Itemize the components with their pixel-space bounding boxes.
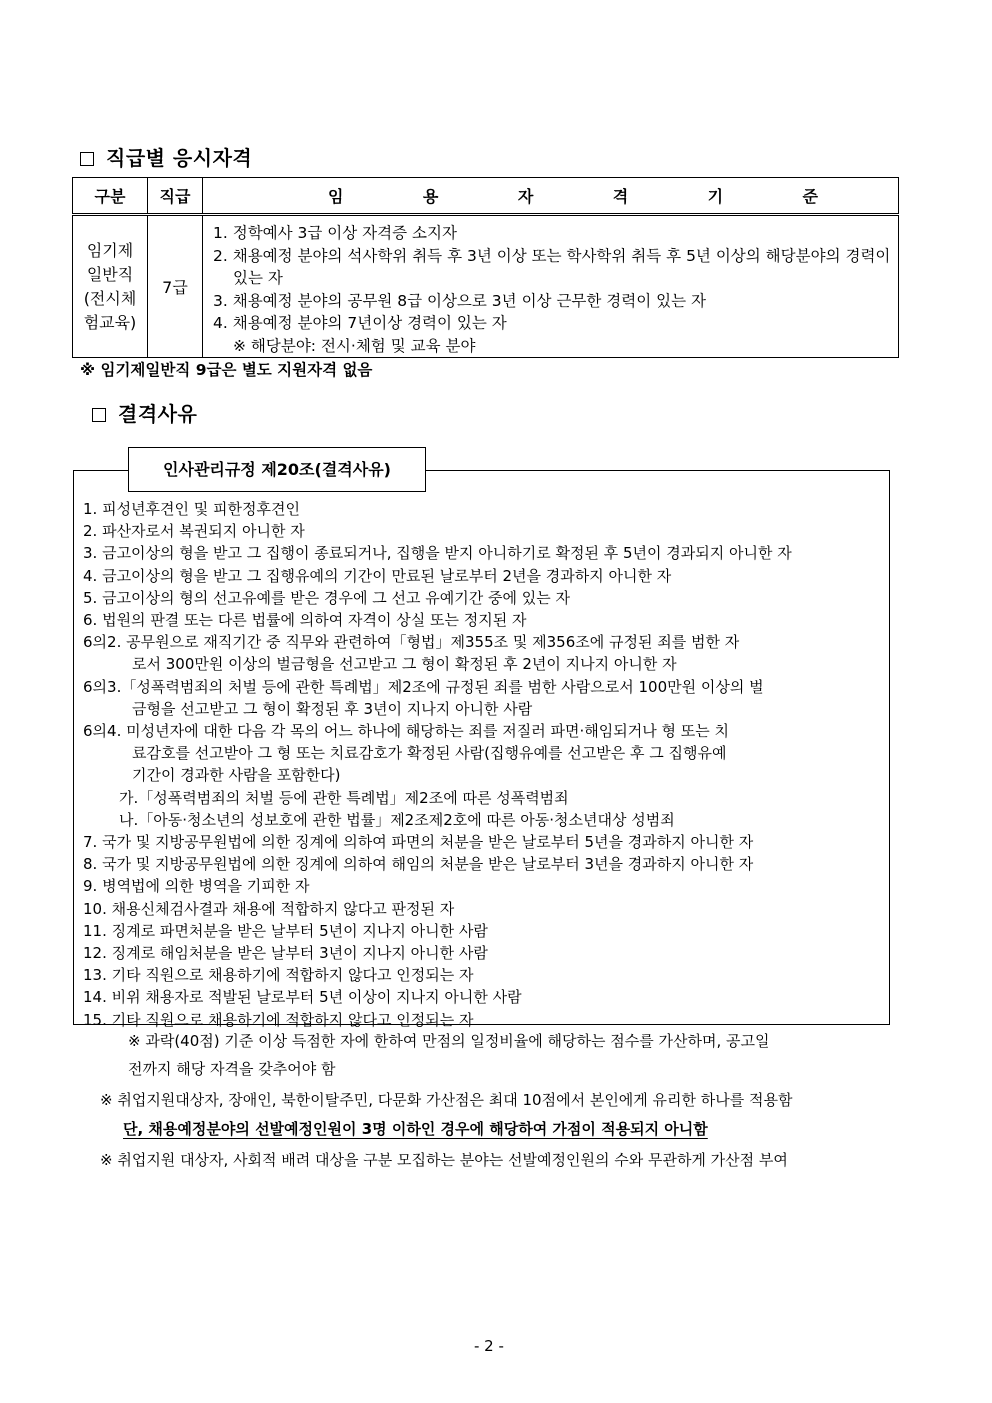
- list-item: 6의2. 공무원으로 재직기간 중 직무와 관련하여「형법」제355조 및 제356조에 규정된 죄를 범한 자: [83, 633, 740, 652]
- note-separate-recruitment: ※ 취업지원 대상자, 사회적 배려 대상을 구분 모집하는 분야는 선발예정인원의 수와 무관하게 가산점 부여: [100, 1151, 788, 1169]
- header-criteria-char: 임: [328, 187, 344, 206]
- header-criteria-char: 격: [612, 187, 629, 206]
- footnote-grade9: ※ 임기제일반직 9급은 별도 지원자격 없음: [80, 361, 373, 379]
- category-cell: 임기제 일반직 (전시체 험교육): [73, 215, 148, 358]
- criteria-item: 4. 채용예정 분야의 7년이상 경력이 있는 자: [213, 314, 507, 332]
- section-heading-qualifications: 직급별 응시자격: [80, 142, 252, 171]
- qualification-table: [72, 177, 899, 358]
- list-item: 6. 법원의 판결 또는 다른 법률에 의하여 자격이 상실 또는 정지된 자: [83, 611, 527, 630]
- list-item: 8. 국가 및 지방공무원법에 의한 징계에 의하여 해임의 처분을 받은 날로부터 3년을 경과하지 아니한 자: [83, 855, 754, 874]
- header-criteria-char: 기: [707, 187, 724, 206]
- table-row: [73, 215, 899, 358]
- list-item: 12. 징계로 해임처분을 받은 날부터 3년이 지나지 아니한 사람: [83, 944, 488, 963]
- criteria-note: ※ 해당분야: 전시·체험 및 교육 분야: [233, 336, 476, 355]
- note-cutoff-line2: 전까지 해당 자격을 갖추어야 함: [128, 1060, 336, 1078]
- list-item: 13. 기타 직원으로 채용하기에 적합하지 않다고 인정되는 자: [83, 966, 474, 985]
- criteria-item: 2. 채용예정 분야의 석사학위 취득 후 3년 이상 또는 학사학위 취득 후 5년 이상의 해당분야의 경력이 있는 자: [213, 246, 891, 287]
- list-item: 4. 금고이상의 형을 받고 그 집행유예의 기간이 만료된 날로부터 2년을 경과하지 아니한 자: [83, 566, 672, 585]
- regulation-label: 인사관리규정 제20조(결격사유): [128, 447, 426, 492]
- section-heading-disqualification: 결격사유: [92, 398, 197, 427]
- checkbox-square-icon: [80, 152, 94, 166]
- list-item: 10. 채용신체검사결과 채용에 적합하지 않다고 판정된 자: [83, 899, 455, 918]
- list-item: 1. 피성년후견인 및 피한정후견인: [83, 500, 300, 518]
- criteria-cell: [203, 215, 899, 358]
- list-item: 7. 국가 및 지방공무원법에 의한 징계에 의하여 파면의 처분을 받은 날로부터 5년을 경과하지 아니한 자: [83, 833, 754, 852]
- list-item: 15. 기타 직원으로 채용하기에 적합하지 않다고 인정되는 자: [83, 1010, 474, 1029]
- header-criteria-char: 용: [422, 187, 439, 206]
- criteria-item: 3. 채용예정 분야의 공무원 8급 이상으로 3년 이상 근무한 경력이 있는 자: [213, 291, 706, 310]
- list-item: 11. 징계로 파면처분을 받은 날부터 5년이 지나지 아니한 사람: [83, 921, 488, 940]
- header-criteria: [203, 178, 899, 215]
- criteria-item: 1. 정학예사 3급 이상 자격증 소지자: [213, 224, 457, 242]
- note-bonus-exception: 단, 채용예정분야의 선발예정인원이 3명 이하인 경우에 해당하여 가점이 적용되지 아니함: [123, 1120, 708, 1138]
- list-item: 6의4. 미성년자에 대한 다음 각 목의 어느 하나에 해당하는 죄를 저질러 파면·해임되거나 형 또는 치: [83, 722, 729, 741]
- header-criteria-char: 자: [517, 187, 534, 206]
- list-subitem: 가.「성폭력범죄의 처벌 등에 관한 특례법」제2조에 따른 성폭력범죄: [119, 788, 569, 807]
- page-number: - 2 -: [474, 1337, 504, 1355]
- header-grade: 직급: [148, 178, 203, 215]
- list-item: 3. 금고이상의 형을 받고 그 집행이 종료되거나, 집행을 받지 아니하기로 확정된 후 5년이 경과되지 아니한 자: [83, 544, 792, 563]
- disqualification-list: [83, 498, 883, 1031]
- list-item-continuation: 료감호를 선고받아 그 형 또는 치료감호가 확정된 사람(집행유예를 선고받은 후 그 집행유예: [132, 744, 727, 763]
- list-item: 5. 금고이상의 형의 선고유예를 받은 경우에 그 선고 유예기간 중에 있는 자: [83, 588, 570, 607]
- list-item: 14. 비위 채용자로 적발된 날로부터 5년 이상이 지나지 아니한 사람: [83, 988, 522, 1007]
- list-item-continuation: 기간이 경과한 사람을 포함한다): [132, 766, 341, 785]
- list-item: 2. 파산자로서 복권되지 아니한 자: [83, 522, 305, 541]
- list-item-continuation: 로서 300만원 이상의 벌금형을 선고받고 그 형이 확정된 후 2년이 지나지 아니한 자: [132, 655, 677, 674]
- note-bonus-points: ※ 취업지원대상자, 장애인, 북한이탈주민, 다문화 가산점은 최대 10점에서 본인에게 유리한 하나를 적용함: [100, 1091, 793, 1109]
- list-item: 9. 병역법에 의한 병역을 기피한 자: [83, 877, 310, 896]
- list-item: 6의3.「성폭력범죄의 처벌 등에 관한 특례법」제2조에 규정된 죄를 범한 사람으로서 100만원 이상의 벌: [83, 677, 764, 696]
- list-item-continuation: 금형을 선고받고 그 형이 확정된 후 3년이 지나지 아니한 사람: [132, 699, 533, 718]
- list-subitem: 나.「아동·청소년의 성보호에 관한 법률」제2조제2호에 따른 아동·청소년대상 성범죄: [119, 810, 675, 829]
- grade-cell: 7급: [148, 215, 203, 358]
- header-criteria-char: 준: [802, 187, 818, 206]
- header-category: 구분: [73, 178, 148, 215]
- table-header-row: [73, 178, 899, 215]
- checkbox-square-icon: [92, 408, 106, 422]
- note-cutoff-line1: ※ 과락(40점) 기준 이상 득점한 자에 한하여 만점의 일정비율에 해당하는 점수를 가산하며, 공고일: [128, 1032, 770, 1050]
